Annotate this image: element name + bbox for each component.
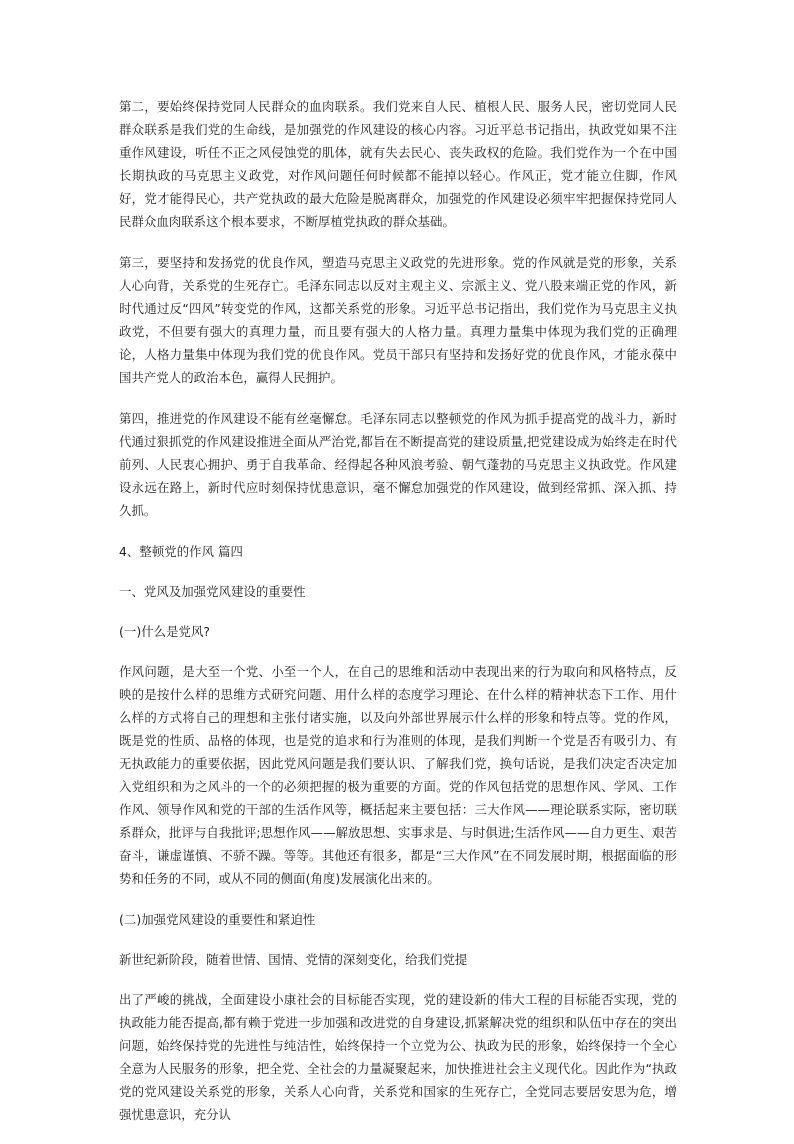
section-heading-party-style: 一、党风及加强党风建设的重要性: [119, 584, 306, 599]
subheading-what-is-party-style: (一)什么是党风?: [119, 624, 211, 639]
paragraph-third-point: 第三，要坚持和发扬党的优良作风，塑造马克思主义政党的先进形象。党的作风就是党的形象，关系人心向背，关系党的生死存亡。毛泽东同志以反对主观主义、宗派主义、党八股来端正党的作风，新时代通过反“四风”转变党的作风，这都关系党的形象。习近平总书记指出，我们党作为马克思主义执政党，不但要有强大的真理力量，而且要有强大的人格力量。真理力量集中体现为我们党的正确理论，人格力量集中体现为我们党的优良作风。党员干部只有坚持和发扬好党的优良作风，才能永葆中国共产党人的政治本色，赢得人民拥护。: [119, 255, 677, 385]
paragraph-new-century-intro: 新世纪新阶段，随着世情、国情、党情的深刻变化，给我们党提: [119, 952, 468, 967]
paragraph-second-point: 第二，要始终保持党同人民群众的血肉联系。我们党来自人民、植根人民、服务人民，密切党同人民群众联系是我们党的生命线，是加强党的作风建设的核心内容。习近平总书记指出，执政党如果不注重作风建设，听任不正之风侵蚀党的肌体，就有失去民心、丧失政权的危险。我们党作为一个在中国长期执政的马克思主义政党，对作风问题任何时候都不能掉以轻心。作风正，党才能立住脚，作风好，党才能得民心，共产党执政的最大危险是脱离群众，加强党的作风建设必须牢牢把握保持党同人民群众血肉联系这个根本要求，不断厚植党执政的群众基础。: [119, 99, 677, 229]
paragraph-style-definition: 作风问题，是大至一个党、小至一个人，在自己的思维和活动中表现出来的行为取向和风格特点，反映的是按什么样的思维方式研究问题、用什么样的态度学习理论、在什么样的精神状态下工作、用什么样的方式将自己的理想和主张付诸实施，以及向外部世界展示什么样的形象和特点等。党的作风，既是党的性质、品格的体现，也是党的追求和行为准则的体现，是我们判断一个党是否有吸引力、有无执政能力的重要依据，因此党风问题是我们要认识、了解我们党，换句话说，是我们决定否决定加入党组织和为之风斗的一个的必须把握的极为重要的方面。党的作风包括党的思想作风、学风、工作作风、领导作风和党的干部的生活作风等，概括起来主要包括：三大作风——理论联系实际，密切联系群众，批评与自我批评;思想作风——解放思想、实事求是、与时俱进;生活作风——自力更生、艰苦奋斗，谦虚谨慎、不骄不躁。等等。其他还有很多，都是“三大作风”在不同发展时期，根据面临的形势和任务的不同，或从不同的侧面(角度)发展演化出来的。: [119, 664, 677, 886]
section-title-part-four: 4、整顿党的作风 篇四: [119, 544, 243, 559]
paragraph-fourth-point: 第四，推进党的作风建设不能有丝毫懈怠。毛泽东同志以整顿党的作风为抓手提高党的战斗力，新时代通过狠抓党的作风建设推进全面从严治党,都旨在不断提高党的建设质量,把党建设成为始终走在时代前列、人民衷心拥护、勇于自我革命、经得起各种风浪考验、朝气蓬勃的马克思主义执政党。作风建设永远在路上，新时代应时刻保持忧患意识，毫不懈怠加强党的作风建设，做到经常抓、深入抓、持久抓。: [119, 411, 677, 518]
paragraph-challenges: 出了严峻的挑战，全面建设小康社会的目标能否实现，党的建设新的伟大工程的目标能否实现，党的执政能力能否提高,都有赖于党进一步加强和改进党的自身建设,抓紧解决党的组织和队伍中存在的突出问题，始终保持党的先进性与纯洁性，始终保持一个立党为公、执政为民的形象，始终保持一个全心全意为人民服务的形象，把全党、全社会的力量凝聚起来，加快推进社会主义现代化。因此作为“执政党的党风建设关系党的形象，关系人心向背，关系党和国家的生死存亡，全党同志要居安思为危，增强忧患意识，充分认: [119, 992, 677, 1122]
subheading-importance-urgency: (二)加强党风建设的重要性和紧迫性: [119, 912, 316, 927]
document-page: [119, 95, 677, 1144]
